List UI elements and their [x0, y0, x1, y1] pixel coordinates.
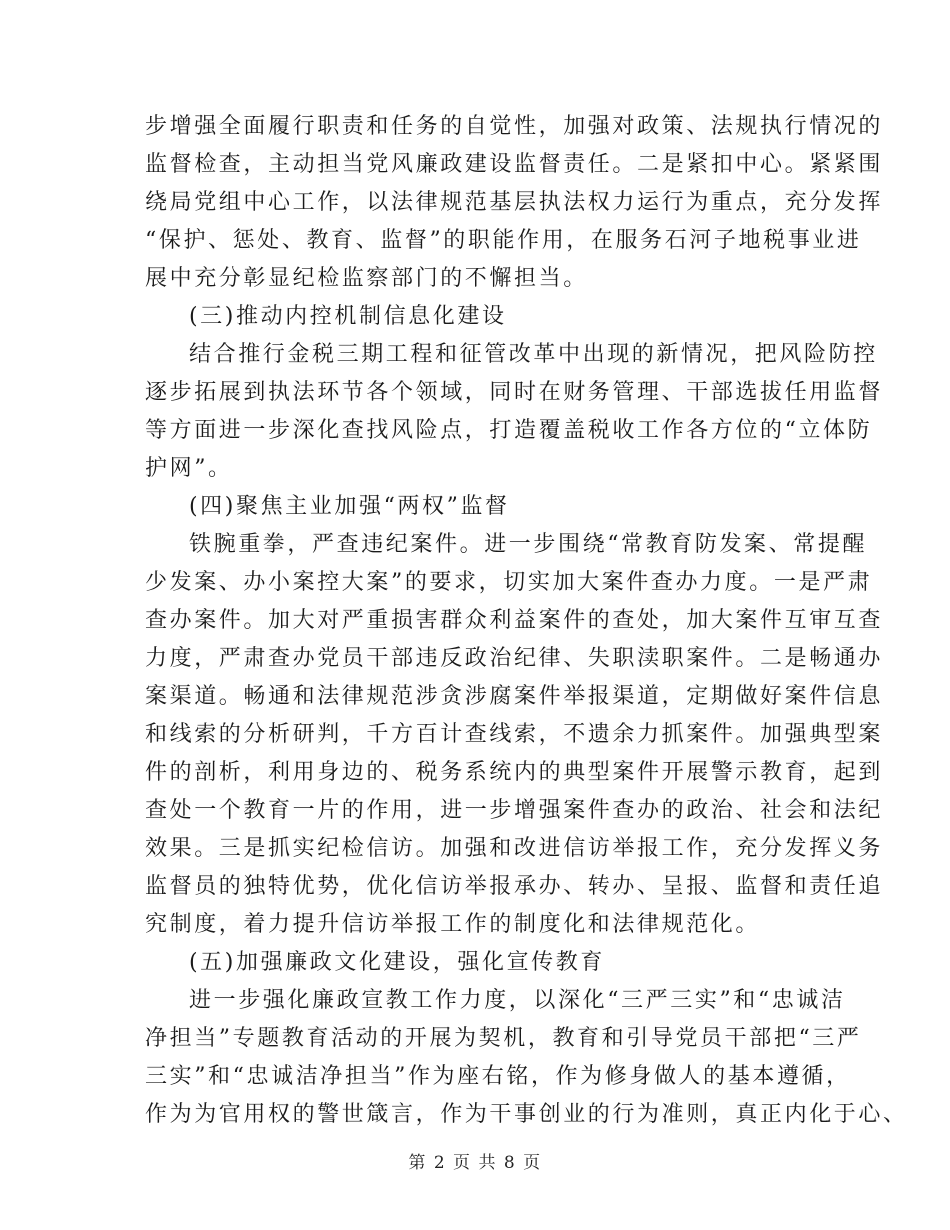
body-text-line: 力度，严肃查办党员干部违反政治纪律、失职渎职案件。二是畅通办 — [145, 646, 884, 671]
body-text-line: 效果。三是抓实纪检信访。加强和改进信访举报工作，充分发挥义务 — [145, 836, 884, 861]
body-text-line: 少发案、办小案控大案”的要求，切实加大案件查办力度。一是严肃 — [145, 570, 873, 595]
body-text-line: 案渠道。畅通和法律规范涉贪涉腐案件举报渠道，定期做好案件信息 — [145, 684, 884, 709]
section-heading: (三)推动内控机制信息化建设 — [189, 304, 507, 329]
body-text-line: 展中充分彰显纪检监察部门的不懈担当。 — [145, 266, 588, 291]
body-text-line: 查处一个教育一片的作用，进一步增强案件查办的政治、社会和法纪 — [145, 798, 884, 823]
section-heading: (五)加强廉政文化建设，强化宣传教育 — [189, 950, 605, 975]
body-text-line: 绕局党组中心工作，以法律规范基层执法权力运行为重点，充分发挥 — [145, 190, 884, 215]
body-text-line: 三实”和“忠诚洁净担当”作为座右铭，作为修身做人的基本遵循， — [145, 1064, 851, 1089]
paragraph-first-line: 结合推行金税三期工程和征管改革中出现的新情况，把风险防控 — [189, 342, 878, 367]
body-text-line: 作为为官用权的警世箴言，作为干事创业的行为准则，真正内化于心、 — [145, 1102, 908, 1127]
body-text-line: 等方面进一步深化查找风险点，打造覆盖税收工作各方位的“立体防 — [145, 418, 873, 443]
body-text-line: 监督员的独特优势，优化信访举报承办、转办、呈报、监督和责任追 — [145, 874, 884, 899]
page-footer — [0, 1148, 950, 1173]
paragraph-first-line: 进一步强化廉政宣教工作力度，以深化“三严三实”和“忠诚洁 — [189, 988, 846, 1013]
body-text-line: 净担当”专题教育活动的开展为契机，教育和引导党员干部把“三严 — [145, 1026, 862, 1051]
body-text-line: 和线索的分析研判，千方百计查线索，不遗余力抓案件。加强典型案 — [145, 722, 884, 747]
section-heading: (四)聚焦主业加强“两权”监督 — [189, 494, 510, 519]
body-text-line: “保护、惩处、教育、监督”的职能作用，在服务石河子地税事业进 — [145, 228, 862, 253]
page-number: 第 2 页 共 8 页 — [408, 1153, 542, 1173]
body-text-line: 查办案件。加大对严重损害群众利益案件的查处，加大案件互审互查 — [145, 608, 884, 633]
body-text-line: 究制度，着力提升信访举报工作的制度化和法律规范化。 — [145, 912, 761, 937]
body-text-line: 件的剖析，利用身边的、税务系统内的典型案件开展警示教育，起到 — [145, 760, 884, 785]
body-text-line: 逐步拓展到执法环节各个领域，同时在财务管理、干部选拔任用监督 — [145, 380, 884, 405]
body-text-line: 监督检查，主动担当党风廉政建设监督责任。二是紧扣中心。紧紧围 — [145, 152, 884, 177]
paragraph-first-line: 铁腕重拳，严查违纪案件。进一步围绕“常教育防发案、常提醒 — [189, 532, 868, 557]
body-text-line: 步增强全面履行职责和任务的自觉性，加强对政策、法规执行情况的 — [145, 114, 884, 139]
body-text-line: 护网”。 — [145, 456, 233, 481]
